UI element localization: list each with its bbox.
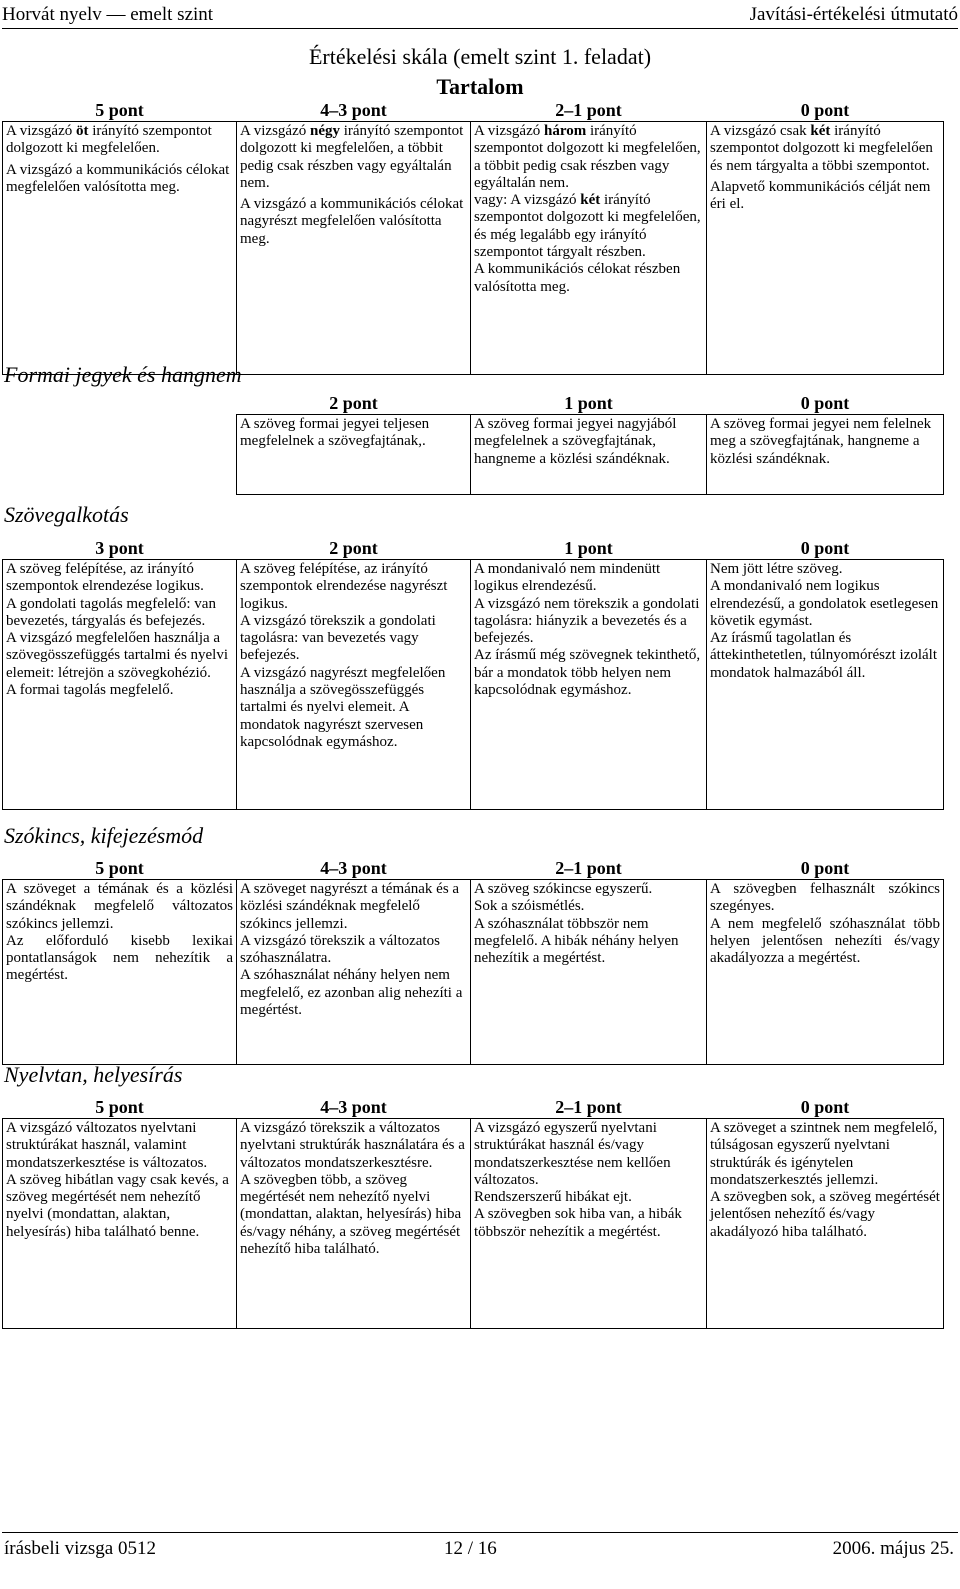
- score-header: 2 pont: [329, 537, 378, 558]
- score-header: 0 pont: [800, 857, 850, 878]
- cell-text: A mondanivaló nem mindenütt logikus elrendezésű.: [474, 561, 661, 595]
- criteria-cell: [3, 122, 237, 375]
- nyelvtan-section-title: Nyelvtan, helyesírás: [4, 1062, 183, 1087]
- cell-text: A szöveg felépítése, az irányító szempontok elrendezése logikus.: [6, 561, 204, 595]
- criteria-cell: [471, 880, 707, 1065]
- criteria-cell: [237, 1119, 471, 1329]
- cell-text: Az írásmű még szövegnek tekinthető, bár a mondatok több helyen nem kapcsolódnak egymáshoz.: [474, 647, 701, 699]
- page-header: [2, 2, 958, 29]
- score-header: 2–1 pont: [555, 99, 622, 120]
- cell-text: A vizsgázó nem törekszik a gondolati tagolásra: hiányzik a bevezetés és a befejezés.: [474, 595, 700, 647]
- szokincs-header-row: [3, 857, 944, 880]
- criteria-cell: [3, 880, 237, 1065]
- szokincs-section-title: Szókincs, kifejezésmód: [4, 823, 204, 848]
- score-header: 4–3 pont: [320, 1096, 387, 1117]
- szovegalkotas-row: [3, 560, 944, 810]
- formai-section-title: Formai jegyek és hangnem: [4, 362, 242, 387]
- nyelvtan-header-row: [3, 1096, 944, 1119]
- cell-text: A szöveget nagyrészt a témának és a közlési szándéknak megfelelő szókincs jellemzi.: [240, 881, 460, 932]
- szovegalkotas-section-title: Szövegalkotás: [4, 502, 129, 527]
- footer-exam-code: írásbeli vizsga 0512: [4, 1538, 156, 1559]
- cell-text-bold: öt: [75, 123, 89, 139]
- header-guide-title: Javítási-értékelési útmutató: [749, 4, 958, 25]
- criteria-cell: A szöveg formai jegyei nagyjából megfelelnek a szövegfajtának, hangneme a közlési szándéknak.: [471, 415, 707, 495]
- cell-text: A szövegben sok hiba van, a hibák többször nehezítik a megértést.: [474, 1206, 682, 1240]
- cell-text: Alapvető kommunikációs célját nem éri el.: [710, 178, 931, 213]
- tartalom-row: [3, 122, 944, 375]
- cell-text: A vizsgázó a kommunikációs célokat megfelelően valósította meg.: [6, 161, 230, 195]
- cell-text: A kommunikációs célokat részben valósította meg.: [474, 261, 681, 295]
- cell-text: A vizsgázó a kommunikációs célokat nagyrészt megfelelően valósította meg.: [240, 196, 464, 247]
- cell-text: A szövegben több, a szöveg megértését nem nehezítő nyelvi (mondattan, alaktan, helyesírás) hiba és/vagy néhány, a szöveg megértését nehezítő hiba található.: [240, 1171, 462, 1258]
- criteria-cell: A szöveg formai jegyei teljesen megfelelnek a szövegfajtának,.: [237, 415, 471, 495]
- criteria-cell: [707, 122, 944, 375]
- szokincs-row: [3, 880, 944, 1065]
- nyelvtan-row: [3, 1119, 944, 1329]
- criteria-cell: A szöveg formai jegyei nem felelnek meg a szövegfajtának, hangneme a közlési szándéknak.: [707, 415, 944, 495]
- cell-text: A szöveg szókincse egyszerű.: [474, 881, 653, 897]
- cell-text: A szövegben felhasznált szókincs szegényes.: [710, 881, 940, 915]
- score-header: 1 pont: [564, 537, 613, 558]
- cell-text: irányító szempontot dolgozott ki megfelelően, a többit pedig csak részben vagy egyáltalán nem.: [474, 123, 701, 191]
- criteria-cell: [471, 560, 707, 810]
- criteria-cell: [471, 122, 707, 375]
- cell-text: Nem jött létre szöveg.: [710, 561, 843, 577]
- footer-date: 2006. május 25.: [832, 1538, 954, 1559]
- tartalom-title: Tartalom: [436, 74, 524, 99]
- score-header: 1 pont: [564, 392, 613, 413]
- cell-text: A gondolati tagolás megfelelő: van bevezetés, tárgyalás és befejezés.: [6, 595, 216, 629]
- cell-text-bold: négy: [309, 123, 340, 139]
- cell-text: A szöveget a témának és a közlési szándéknak megfelelő változatos szókincs jellemzi.: [6, 881, 233, 932]
- cell-text: A formai tagolás megfelelő.: [6, 682, 174, 699]
- cell-text: A vizsgázó változatos nyelvtani struktúrákat használ, valamint mondatszerkesztése is változatos.: [6, 1120, 208, 1171]
- cell-text: A vizsgázó egyszerű nyelvtani struktúrákat használ és/vagy mondatszerkesztése nem kellően változatos.: [474, 1120, 671, 1188]
- cell-text: A szóhasználat többször nem megfelelő. A hibák néhány helyen nehezítik a megértést.: [474, 915, 679, 967]
- score-header: 5 pont: [95, 99, 144, 120]
- score-header: 0 pont: [800, 1096, 850, 1117]
- score-header: 4–3 pont: [320, 99, 387, 120]
- criteria-cell: [707, 880, 944, 1065]
- cell-text: irányító szempontot dolgozott ki megfelelően és nem tárgyalta a többi szempontot.: [710, 123, 933, 174]
- cell-text: A vizsgázó csak: [710, 123, 811, 139]
- cell-text: A vizsgázó törekszik a változatos nyelvtani struktúrák használatára és a változatos mondatszerkesztésre.: [240, 1120, 465, 1171]
- cell-text: A vizsgázó nagyrészt megfelelően használja a szövegösszefüggés tartalmi és nyelvi elemeit. A mondatok nagyrészt szervesen kapcsolódnak egymáshoz.: [240, 664, 446, 750]
- cell-text: A vizsgázó törekszik a változatos szóhasználatra.: [240, 932, 440, 967]
- score-header: 4–3 pont: [320, 857, 387, 878]
- score-header: 3 pont: [95, 537, 144, 558]
- szovegalkotas-table: [2, 537, 944, 810]
- score-header: 2–1 pont: [555, 857, 622, 878]
- formai-row: [237, 415, 944, 495]
- cell-text: A szöveg hibátlan vagy csak kevés, a szöveg megértését nem nehezítő nyelvi (mondattan, alaktan, helyesírás) hiba található benne.: [6, 1171, 229, 1240]
- nyelvtan-table: [2, 1096, 944, 1329]
- cell-text: A vizsgázó törekszik a gondolati tagolásra: van bevezetés vagy befejezés.: [240, 612, 436, 664]
- cell-text: irányító szempontot dolgozott ki megfelelően, és még legalább egy irányító szempontot tárgyalt részben.: [474, 192, 701, 261]
- score-header: 5 pont: [95, 857, 144, 878]
- formai-header-row: [237, 392, 944, 415]
- criteria-cell: [237, 880, 471, 1065]
- cell-text: Sok a szóismétlés.: [474, 898, 585, 915]
- score-header: 0 pont: [800, 537, 850, 558]
- cell-text: A szöveg felépítése, az irányító szempontok elrendezése nagyrészt logikus.: [240, 561, 448, 612]
- cell-text: A vizsgázó: [474, 123, 544, 139]
- tartalom-table: [2, 99, 944, 375]
- criteria-cell: [237, 560, 471, 810]
- cell-text: A szöveget a szintnek nem megfelelő, túlságosan egyszerű nyelvtani struktúrák és igénytelen mondatszerkesztés jellemzi.: [710, 1120, 938, 1188]
- cell-text: A nem megfelelő szóhasználat több helyen jelentősen nehezíti és/vagy akadályozza a megértést.: [710, 915, 940, 967]
- cell-text: A vizsgázó: [6, 123, 76, 139]
- szokincs-table: [2, 857, 944, 1065]
- cell-text: Az írásmű tagolatlan és áttekinthetetlen, túlnyomórészt izolált mondatok halmazából áll.: [710, 630, 938, 681]
- criteria-cell: [707, 1119, 944, 1329]
- cell-text: A vizsgázó: [240, 123, 310, 139]
- cell-text: Az előforduló kisebb lexikai pontatlanságok nem nehezítik a megértést.: [6, 932, 233, 984]
- cell-text: Rendszerszerű hibákat ejt.: [474, 1189, 632, 1206]
- cell-text: irányító szempontot dolgozott ki megfelelően, a többit pedig csak részben vagy egyáltalán nem.: [240, 123, 464, 191]
- tartalom-header-row: [3, 99, 944, 122]
- cell-text-bold: két: [580, 192, 601, 209]
- score-header: 2–1 pont: [555, 1096, 622, 1117]
- cell-text: irányító szempontot dolgozott ki megfelelően.: [6, 123, 212, 157]
- cell-text: vagy: A vizsgázó: [474, 192, 581, 209]
- score-header: 5 pont: [95, 1096, 144, 1117]
- cell-text: A szóhasználat néhány helyen nem megfelelő, ez azonban alig nehezíti a megértést.: [240, 967, 463, 1019]
- cell-text-bold: két: [810, 123, 831, 139]
- szovegalkotas-header-row: [3, 537, 944, 560]
- score-header: 2 pont: [329, 392, 378, 413]
- formai-table: [236, 392, 944, 495]
- page-footer: [4, 1538, 954, 1560]
- cell-text-bold: három: [543, 123, 587, 139]
- criteria-cell: [3, 1119, 237, 1329]
- cell-text: A vizsgázó megfelelően használja a szövegösszefüggés tartalmi és nyelvi elemeit: létrejön a szövegkohézió.: [6, 630, 229, 681]
- scale-title: Értékelési skála (emelt szint 1. feladat): [308, 44, 652, 69]
- footer-divider: [2, 1532, 958, 1533]
- cell-text: A mondanivaló nem logikus elrendezésű, a gondolatok esetlegesen követik egymást.: [710, 578, 939, 629]
- criteria-cell: [3, 560, 237, 810]
- header-subject: Horvát nyelv — emelt szint: [2, 4, 214, 25]
- criteria-cell: [707, 560, 944, 810]
- page-number: 12 / 16: [444, 1538, 497, 1559]
- criteria-cell: [471, 1119, 707, 1329]
- cell-text: A szövegben sok, a szöveg megértését jelentősen nehezítő és/vagy akadályozó hiba található.: [710, 1189, 940, 1240]
- score-header: 0 pont: [800, 392, 850, 413]
- score-header: 0 pont: [800, 99, 850, 120]
- criteria-cell: [237, 122, 471, 375]
